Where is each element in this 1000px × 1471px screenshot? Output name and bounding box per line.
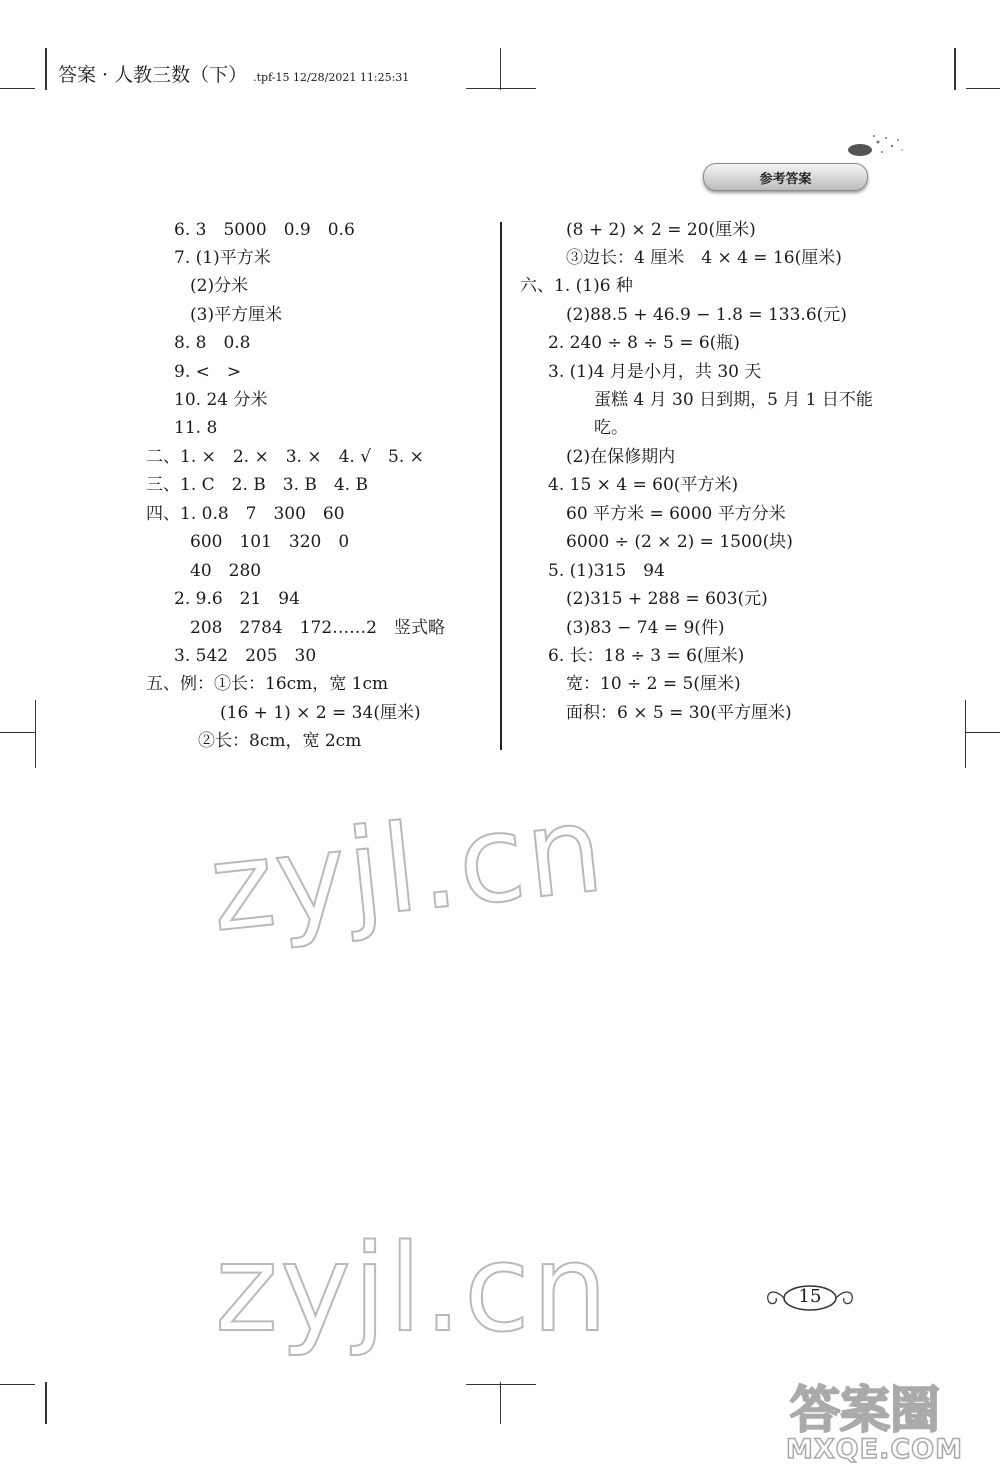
answer-line: 五、例：①长：16cm，宽 1cm — [146, 674, 389, 694]
column-divider — [500, 222, 502, 750]
answer-line: 6. 长：18 ÷ 3 = 6(厘米) — [548, 646, 745, 666]
answer-line: 6. 3 5000 0.9 0.6 — [174, 220, 355, 240]
answer-line: 蛋糕 4 月 30 日到期，5 月 1 日不能 — [594, 390, 873, 410]
answer-line: (2)分米 — [190, 276, 249, 296]
answer-line: 2. 9.6 21 94 — [174, 589, 300, 609]
page-number-badge — [760, 1278, 860, 1318]
answer-line: 8. 8 0.8 — [174, 333, 251, 353]
logo-text: 答案圈 — [790, 1381, 940, 1439]
answer-line: 600 101 320 0 — [190, 532, 350, 552]
answer-line: (8 + 2) × 2 = 20(厘米) — [566, 220, 756, 240]
answer-line: 三、1. C 2. B 3. B 4. B — [146, 475, 368, 495]
answer-line: 60 平方米 = 6000 平方分米 — [566, 504, 786, 524]
answer-line: 11. 8 — [174, 418, 218, 438]
answer-line: 四、1. 0.8 7 300 60 — [146, 504, 345, 524]
answer-line: 208 2784 172……2 竖式略 — [190, 618, 445, 638]
watermark: zyjl.cn — [203, 779, 612, 960]
header-title: 答案 · 人教三数（下） — [58, 64, 248, 86]
answer-line: ②长：8cm，宽 2cm — [198, 731, 362, 751]
answer-line: 面积：6 × 5 = 30(平方厘米) — [566, 703, 792, 723]
answer-line: (3)83 − 74 = 9(件) — [566, 618, 725, 638]
answer-line: 5. (1)315 94 — [548, 561, 665, 581]
answer-line: 6000 ÷ (2 × 2) = 1500(块) — [566, 532, 793, 552]
answer-line: (2)在保修期内 — [566, 447, 676, 467]
answer-line: (16 + 1) × 2 = 34(厘米) — [220, 703, 421, 723]
answer-line: 40 280 — [190, 561, 262, 581]
header-file-info: .tpf-15 12/28/2021 11:25:31 — [253, 71, 410, 84]
answer-line: 六、1. (1)6 种 — [520, 276, 633, 296]
answer-line: 7. (1)平方米 — [174, 248, 271, 268]
answer-line: 3. 542 205 30 — [174, 646, 317, 666]
page-header — [58, 60, 409, 87]
answer-line: ③边长：4 厘米 4 × 4 = 16(厘米) — [566, 248, 842, 268]
answer-line: 4. 15 × 4 = 60(平方米) — [548, 475, 739, 495]
site-logo — [780, 1370, 990, 1466]
banner-label: 参考答案 — [759, 171, 812, 187]
answer-line: 宽：10 ÷ 2 = 5(厘米) — [566, 674, 741, 694]
answer-line: 二、1. × 2. × 3. × 4. √ 5. × — [146, 447, 424, 467]
page-number: 15 — [798, 1286, 822, 1307]
logo-domain: MXQE.COM — [786, 1434, 963, 1465]
watermark: zyjl.cn — [215, 1220, 610, 1359]
sparkle-decoration-icon — [846, 132, 906, 162]
answer-line: 10. 24 分米 — [174, 390, 268, 410]
answer-line: 3. (1)4 月是小月，共 30 天 — [548, 362, 762, 382]
answer-line: 2. 240 ÷ 8 ÷ 5 = 6(瓶) — [548, 333, 740, 353]
answer-banner — [703, 163, 868, 191]
answer-line: 9. < > — [174, 362, 242, 382]
answer-line: 吃。 — [594, 418, 628, 438]
answer-line: (2)315 + 288 = 603(元) — [566, 589, 768, 609]
answer-line: (3)平方厘米 — [190, 305, 283, 325]
answer-line: (2)88.5 + 46.9 − 1.8 = 133.6(元) — [566, 305, 847, 325]
